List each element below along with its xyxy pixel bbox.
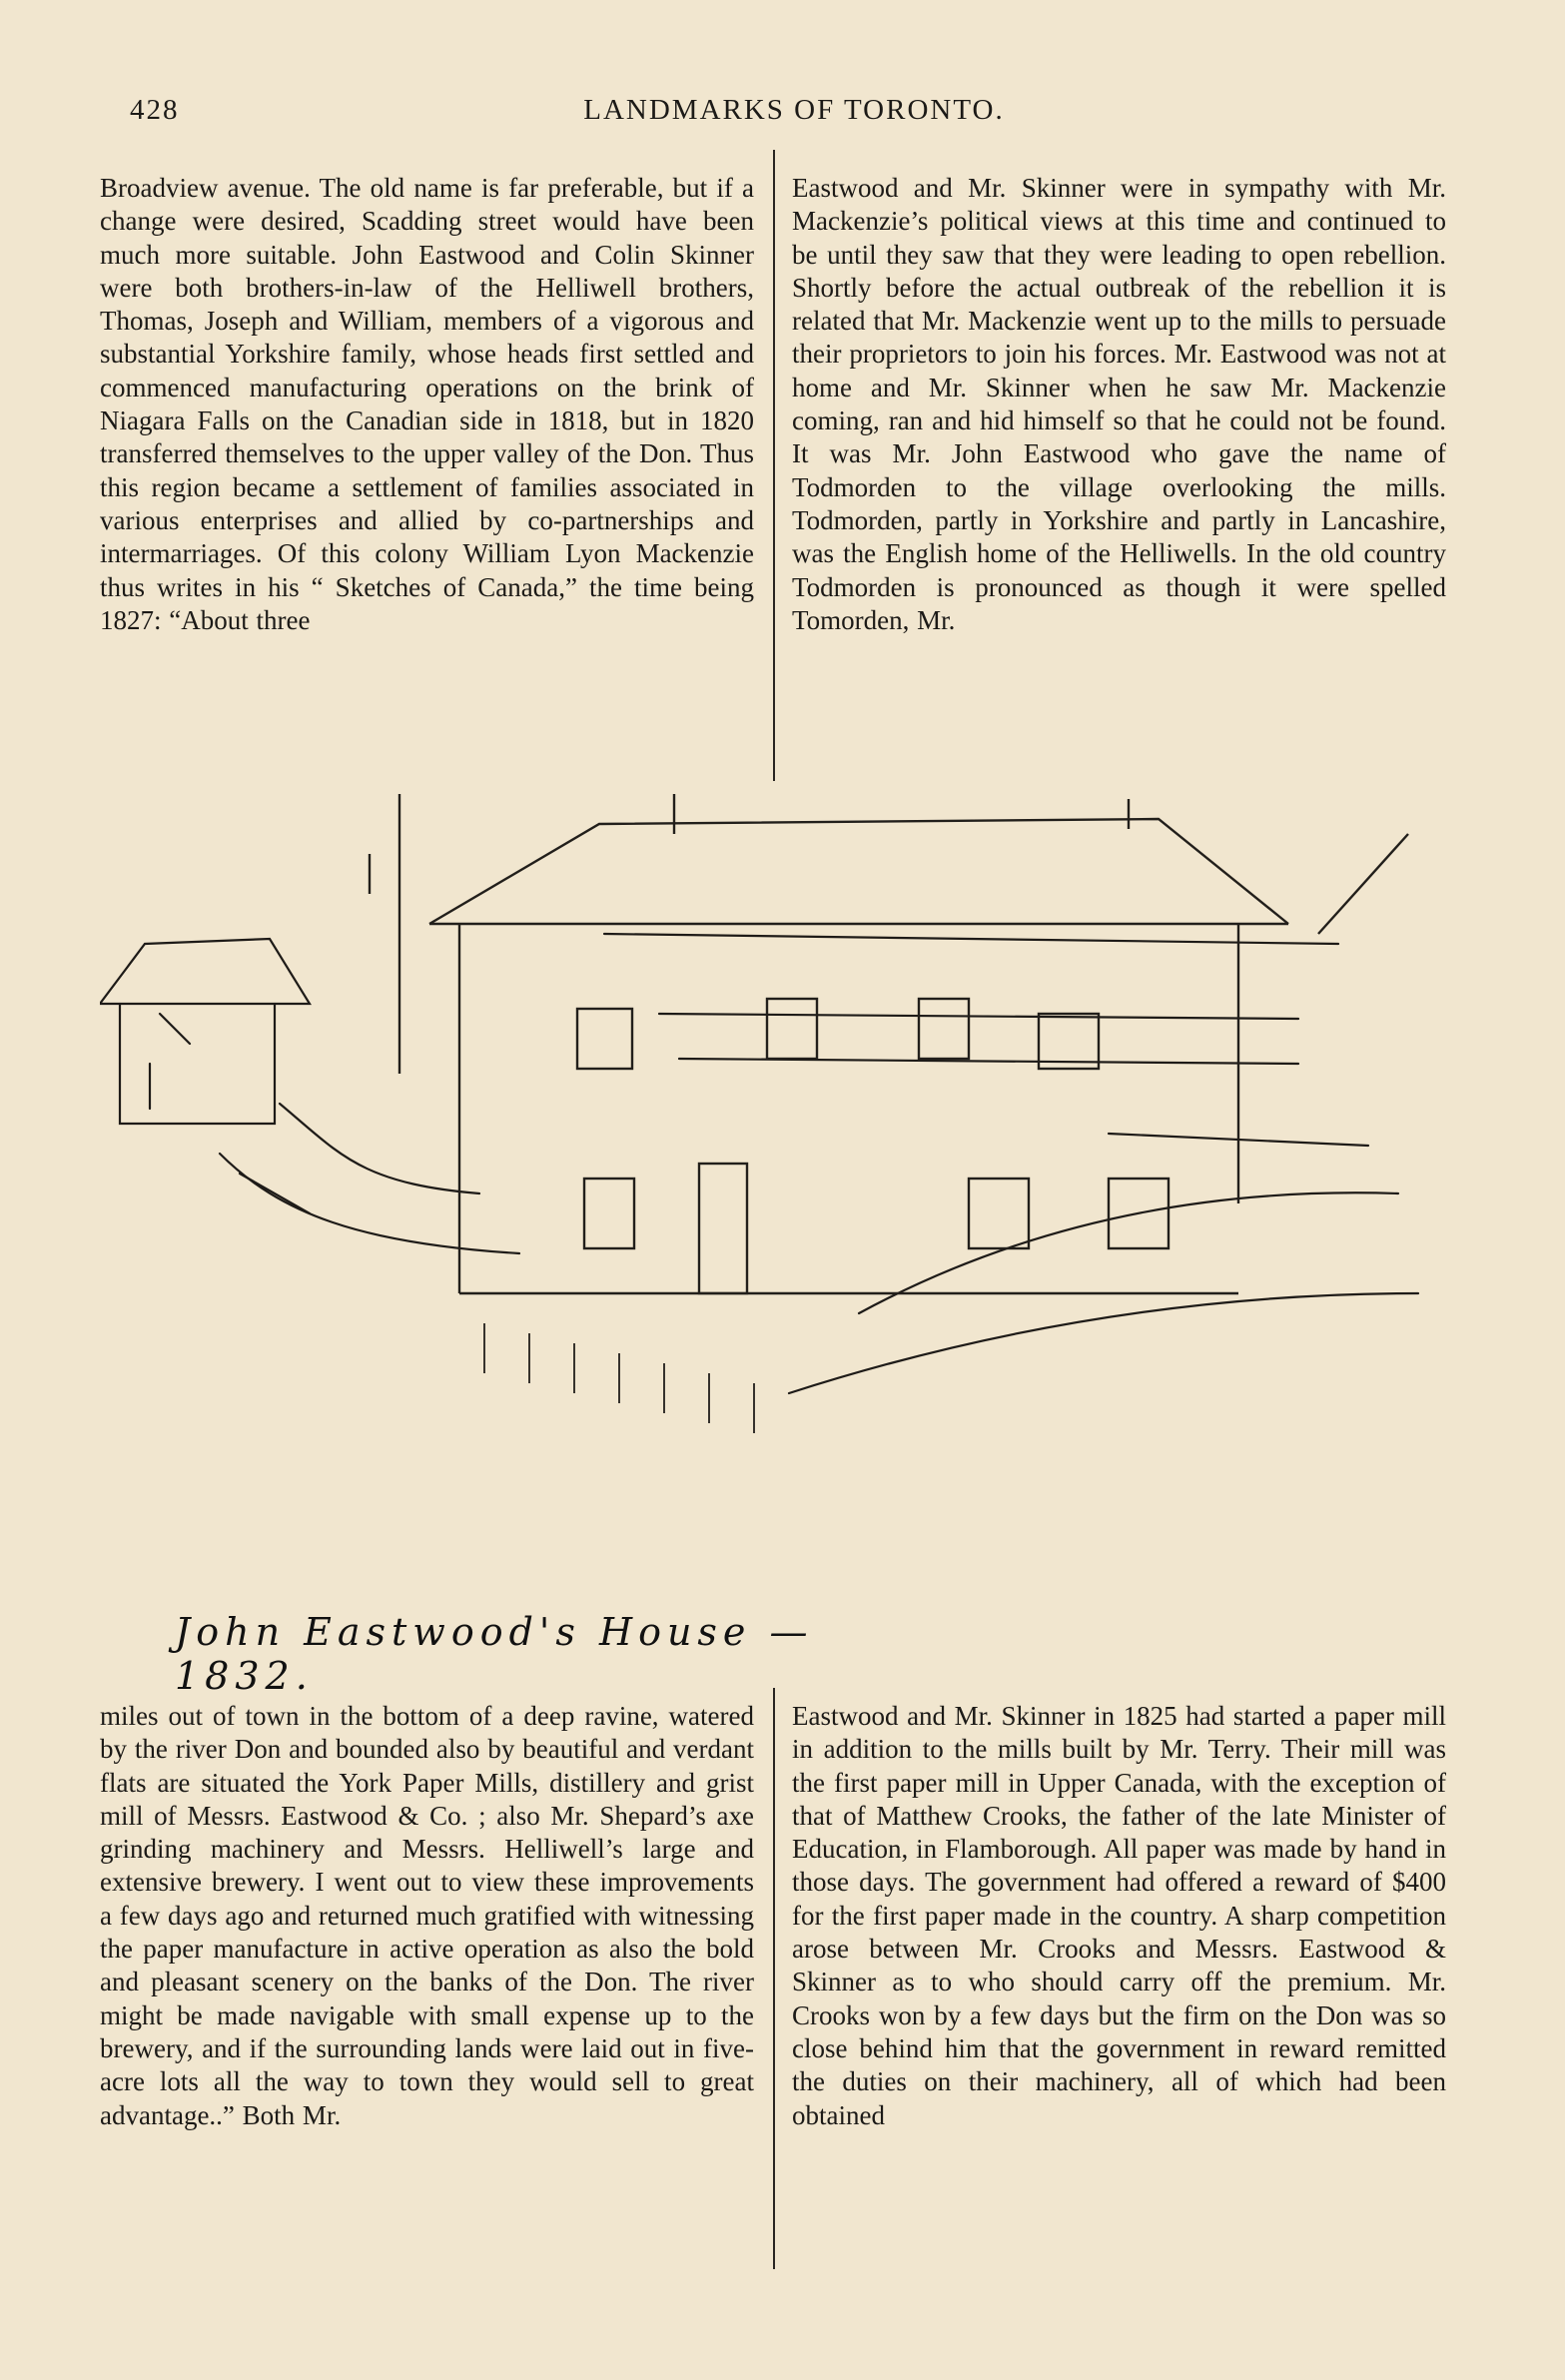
running-header	[130, 88, 1458, 138]
figure-caption: John Eastwood's House — 1832.	[175, 1610, 814, 1698]
upper-left-paragraph: Broadview avenue. The old name is far preferable, but if a change were desired, Scadding street would have been much more suitable. John Eastwood and Colin Skinner were both brothers-in-law of the Helliwell brothers, Thomas, Joseph and William, members of a vigorous and substantial Yorkshire family, whose heads first settled and commenced manufacturing operations on the brink of Niagara Falls on the Canadian side in 1818, but in 1820 transferred themselves to the upper valley of the Don. Thus this region became a settlement of families associated in various enterprises and allied by co-partnerships and intermarriages. Of this colony William Lyon Mackenzie thus writes in his “ Sketches of Canada,” the time being 1827: “About three	[100, 173, 754, 635]
lower-column-divider	[773, 1688, 775, 2269]
running-title: LANDMARKS OF TORONTO.	[583, 94, 1005, 126]
eastwood-house-illustration	[100, 774, 1458, 1698]
upper-right-paragraph: Eastwood and Mr. Skinner were in sympathy with Mr. Mackenzie’s political views at this time and continued to be until they saw that they were leading to open rebellion. Shortly before the actual outbreak of the rebellion it is related that Mr. Mackenzie went up to the mills to persuade their proprietors to join his forces. Mr. Eastwood was not at home and Mr. Skinner when he saw Mr. Mackenzie coming, ran and hid himself so that he could not be found. It was Mr. John Eastwood who gave the name of Todmorden to the village overlooking the mills. Todmorden, partly in Yorkshire and partly in Lancashire, was the English home of the Helliwells. In the old country Todmorden is pronounced as though it were spelled Tomorden, Mr.	[792, 173, 1446, 635]
lower-right-paragraph: Eastwood and Mr. Skinner in 1825 had started a paper mill in addition to the mills built by Mr. Terry. Their mill was the first paper mill in Upper Canada, with the exception of that of Matthew Crooks, the father of the late Minister of Education, in Flamborough. All paper was made by hand in those days. The government had offered a reward of $400 for the first paper made in the country. A sharp competition arose between Mr. Crooks and Messrs. Eastwood & Skinner as to who should carry off the premium. Mr. Crooks won by a few days but the firm on the Don was so close behind him that the government in reward remitted the duties on their machinery, all of which had been obtained	[792, 1701, 1446, 2130]
lower-right-column	[792, 1700, 1446, 2132]
lower-left-paragraph: miles out of town in the bottom of a deep ravine, watered by the river Don and bounded also by beautiful and verdant flats are situated the York Paper Mills, distillery and grist mill of Messrs. Eastwood & Co. ; also Mr. Shepard’s axe grinding machinery and Messrs. Helliwell’s large and extensive brewery. I went out to view these improvements a few days ago and returned much gratified with witnessing the paper manufacture in active operation as also the bold and pleasant scenery on the banks of the Don. The river might be made navigable with small expense up to the brewery, and if the surrounding lands were laid out in five-acre lots all the way to town they would sell to great advantage..” Both Mr.	[100, 1701, 754, 2130]
upper-column-divider	[773, 150, 775, 781]
upper-left-column	[100, 172, 754, 637]
page-number: 428	[130, 94, 180, 126]
lower-left-column	[100, 1700, 754, 2132]
upper-right-column	[792, 172, 1446, 637]
